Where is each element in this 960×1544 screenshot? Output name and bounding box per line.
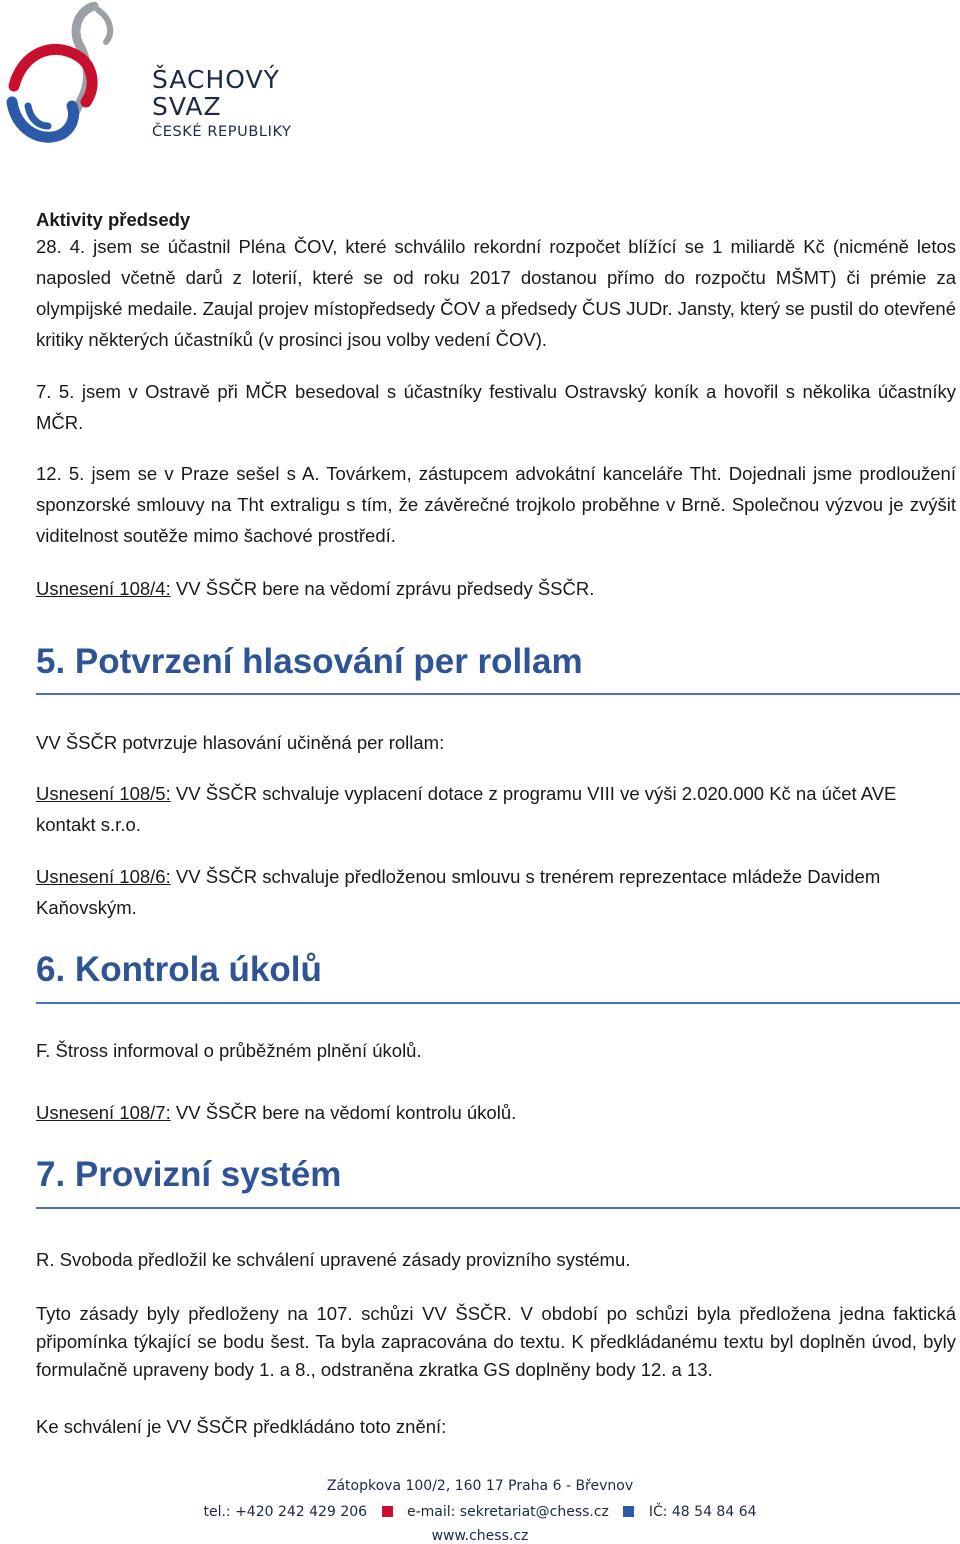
- paragraph-commission-1: R. Svoboda předložil ke schválení upravené zásady provizního systému.: [36, 1249, 631, 1270]
- red-square-icon: [382, 1506, 393, 1517]
- section-heading-5: 5. Potvrzení hlasování per rollam: [36, 642, 583, 681]
- paragraph-task-control: F. Štross informoval o průběžném plnění úkolů.: [36, 1040, 422, 1061]
- paragraph-commission-2: Tyto zásady byly předloženy na 107. schůzi VV ŠSČR. V období po schůzi byla předložena jedna faktická připomínka týkající se bodu šest. Ta byla zapracována do textu. K předkládanému textu byl doplněn úvod, byly formulačně upraveny body 1. a 8., odstraněna zkratka GS doplněny body 12. a 13.: [36, 1303, 956, 1380]
- footer-email: e-mail: sekretariat@chess.cz: [406, 1504, 609, 1520]
- paragraph-commission-3: Ke schválení je VV ŠSČR předkládáno toto znění:: [36, 1416, 447, 1437]
- resolution-text: VV ŠSČR schvaluje předloženou smlouvu s trenérem reprezentace mládeže Davidem Kaňovským.: [36, 866, 881, 918]
- section-heading-7: 7. Provizní systém: [36, 1155, 342, 1194]
- section-rule: [36, 1207, 960, 1209]
- footer-website[interactable]: www.chess.cz: [431, 1528, 529, 1544]
- logo-line-1: ŠACHOVÝ: [152, 65, 280, 94]
- footer-address: Zátopkova 100/2, 160 17 Praha 6 - Břevnov: [326, 1478, 634, 1494]
- blue-square-icon: [623, 1506, 634, 1517]
- logo-wordmark: [152, 66, 292, 143]
- resolution-text: VV ŠSČR schvaluje vyplacení dotace z programu VIII ve výši 2.020.000 Kč na účet AVE kontakt s.r.o.: [36, 783, 897, 835]
- section-rule: [36, 693, 960, 695]
- activities-title: Aktivity předsedy: [36, 209, 191, 230]
- resolution-label: Usnesení 108/7:: [36, 1102, 171, 1123]
- resolution-108-7: [36, 1097, 956, 1128]
- footer-ic: IČ: 48 54 84 64: [648, 1504, 757, 1520]
- paragraph-activity-2: 7. 5. jsem v Ostravě při MČR besedoval s účastníky festivalu Ostravský koník a hovořil s několika účastníky MČR.: [36, 381, 956, 433]
- resolution-108-4: [36, 573, 956, 604]
- section-rule: [36, 1002, 960, 1004]
- resolution-108-6: [36, 861, 956, 923]
- logo-line-3: ČESKÉ REPUBLIKY: [152, 124, 292, 140]
- footer-contacts: [0, 1504, 960, 1520]
- footer-tel: tel.: +420 242 429 206: [203, 1504, 368, 1520]
- paragraph-activity-3: 12. 5. jsem se v Praze sešel s A. Továrkem, zástupcem advokátní kanceláře Tht. Dojednali jsme prodloužení sponzorské smlouvy na Tht extraligu s tím, že závěrečné trojkolo proběhne v Brně. Společnou výzvou je zvýšit viditelnost soutěže mimo šachové prostředí.: [36, 463, 956, 546]
- resolution-label: Usnesení 108/4:: [36, 578, 171, 599]
- resolution-text: VV ŠSČR bere na vědomí zprávu předsedy ŠSČR.: [170, 578, 595, 599]
- knight-logo-icon: [6, 2, 156, 152]
- resolution-108-5: [36, 778, 956, 840]
- paragraph-activity-1: 28. 4. jsem se účastnil Pléna ČOV, které schválilo rekordní rozpočet blížící se 1 miliardě Kč (nicméně letos naposled včetně darů z loterií, které se od roku 2017 dostanou přímo do rozpočtu MŠMT) či prémie za olympijské medaile. Zaujal projev místopředsedy ČOV a předsedy ČUS JUDr. Jansty, který se pustil do otevřené kritiky některých účastníků (v prosinci jsou volby vedení ČOV).: [36, 236, 956, 350]
- resolution-text: VV ŠSČR bere na vědomí kontrolu úkolů.: [170, 1102, 517, 1123]
- resolution-label: Usnesení 108/6:: [36, 866, 171, 887]
- resolution-label: Usnesení 108/5:: [36, 783, 171, 804]
- paragraph-per-rollam: VV ŠSČR potvrzuje hlasování učiněná per rollam:: [36, 732, 445, 753]
- section-heading-6: 6. Kontrola úkolů: [36, 950, 322, 989]
- logo-line-2: SVAZ: [152, 92, 222, 121]
